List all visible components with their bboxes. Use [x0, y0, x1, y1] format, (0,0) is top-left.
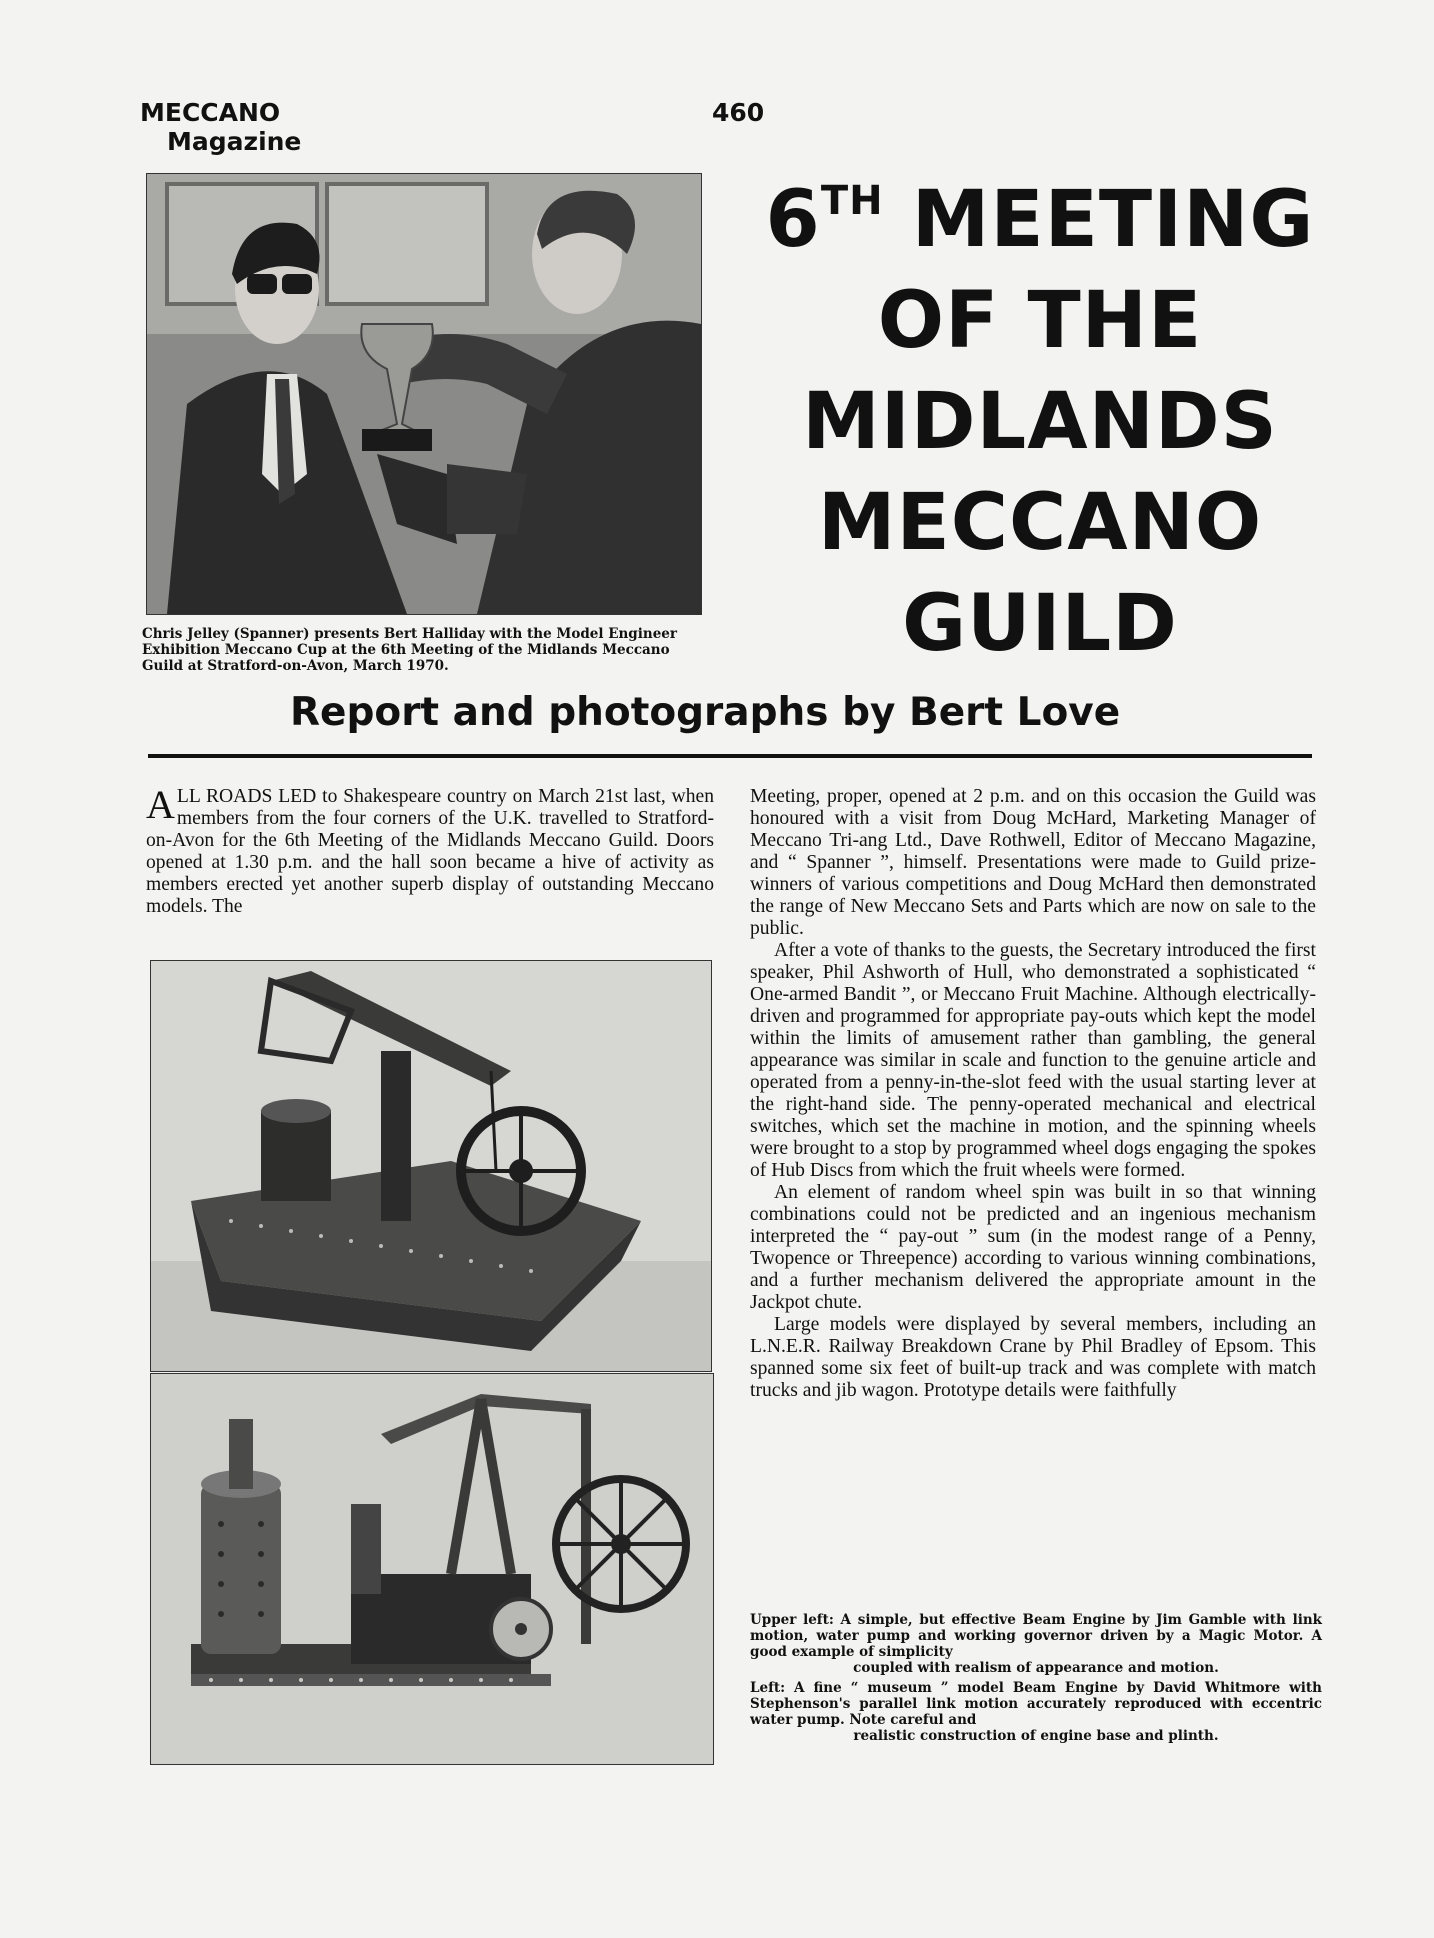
- headline-line-4: MECCANO: [817, 478, 1263, 568]
- masthead-title: MECCANO: [140, 98, 281, 127]
- headline-line-1: [760, 170, 1320, 271]
- beam-engine-caption-upper: [750, 1612, 1322, 1676]
- article-paragraph-4: An element of random wheel spin was built in so that winning combinations could not be predicted and an ingenious mechanism interpreted the “ pay-out ” sum (in the modest range of a Penny, Twopence or Threepence) according to various winning combinations, and a further mechanism delivered the appropriate amount in the Jackpot chute.: [750, 1182, 1316, 1313]
- headline: [760, 170, 1320, 675]
- article-column-right: [750, 786, 1316, 1402]
- masthead-subtitle: Magazine: [167, 127, 302, 156]
- article-paragraph-2: Meeting, proper, opened at 2 p.m. and on this occasion the Guild was honoured with a visit from Doug McHard, Marketing Manager of Meccano Tri-ang Ltd., Dave Rothwell, Editor of Meccano Magazine, and “ Spanner ”, himself. Presentations were made to Guild prize-winners of various competitions and Doug McHard then demonstrated the range of New Meccano Sets and Parts which are now on sale to the public.: [750, 786, 1316, 939]
- masthead: [140, 98, 301, 156]
- caption-lower-last-line: realistic construction of engine base and plinth.: [853, 1728, 1219, 1744]
- article-paragraph-3: After a vote of thanks to the guests, the Secretary introduced the first speaker, Phil Ashworth of Hull, who demonstrated a sophisticated “ One-armed Bandit ”, or Meccano Fruit Machine. Although electrically-driven and programmed for appropriate pay-outs which kept the model within the limits of amusement rather than gambling, the general appearance was similar in scale and function to the genuine article and operated from a penny-in-the-slot feed with the usual starting lever at the right-hand side. The penny-operated mechanical and electrical switches, which set the machine in motion, and the spinning wheels were brought to a stop by programmed wheel dogs engaging the spokes of Hub Discs from which the fruit wheels were formed.: [750, 940, 1316, 1181]
- headline-ordinal-suffix: TH: [820, 178, 884, 224]
- article-paragraph-1-text: LL ROADS LED to Shakespeare country on March 21st last, when members from the four corners of the U.K. travelled to Stratford-on-Avon for the 6th Meeting of the Midlands Meccano Guild. Doors opened at 1.30 p.m. and the hall soon became a hive of activity as members erected yet another superb display of outstanding Meccano models. The: [146, 786, 714, 917]
- caption-upper-text: Upper left: A simple, but effective Beam Engine by Jim Gamble with link motion, water pump and working governor driven by a Magic Motor. A good example of simplicity: [750, 1612, 1322, 1660]
- beam-engine-photo-upper: [150, 960, 712, 1372]
- headline-meeting: MEETING: [883, 175, 1315, 265]
- divider-rule: [148, 754, 1312, 758]
- trophy-photo-caption: Chris Jelley (Spanner) presents Bert Halliday with the Model Engineer Exhibition Meccano Cup at the 6th Meeting of the Midlands Meccano Guild at Stratford-on-Avon, March 1970.: [142, 626, 677, 674]
- beam-engine-photo-lower: [150, 1373, 714, 1765]
- caption-lower-text: Left: A fine “ museum ” model Beam Engine by David Whitmore with Stephenson's parallel link motion accurately reproduced with eccentric water pump. Note careful and: [750, 1680, 1322, 1728]
- article-paragraph-1: [146, 782, 714, 918]
- caption-upper-last-line: coupled with realism of appearance and motion.: [853, 1660, 1219, 1676]
- headline-line-3: MIDLANDS: [802, 377, 1278, 467]
- article-paragraph-5: Large models were displayed by several members, including an L.N.E.R. Railway Breakdown Crane by Phil Bradley of Epsom. This spanned some six feet of built-up track and was complete with match trucks and jib wagon. Prototype details were faithfully: [750, 1314, 1316, 1401]
- headline-ordinal: 6: [765, 175, 821, 265]
- drop-cap: A: [146, 782, 175, 827]
- trophy-presentation-photo: [146, 173, 702, 615]
- headline-line-5: GUILD: [902, 579, 1178, 669]
- headline-line-2: OF THE: [877, 276, 1203, 366]
- page-number: 460: [712, 98, 765, 127]
- byline-subhead: Report and photographs by Bert Love: [290, 690, 1121, 735]
- beam-engine-caption-lower: [750, 1680, 1322, 1744]
- article-column-left: [146, 782, 714, 918]
